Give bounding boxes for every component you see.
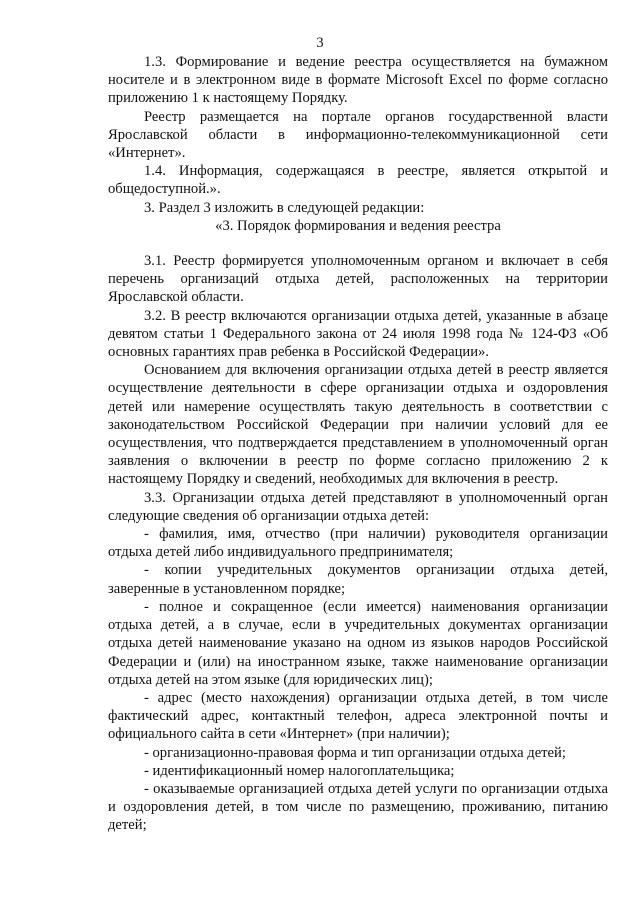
paragraph-3-2: 3.2. В реестр включаются организации отдыха детей, указанные в абзаце девятом статьи 1 Федерального закона от 24 июля 1998 года № 124-ФЗ «Об основных гарантиях прав ребенка в Российской Федерации». bbox=[108, 307, 608, 361]
paragraph-1-4: 1.4. Информация, содержащаяся в реестре, является открытой и общедоступной.». bbox=[108, 163, 608, 198]
list-item-founding-documents: - копии учредительных документов организации отдыха детей, заверенные в установленном порядке; bbox=[108, 562, 608, 597]
list-item-organization-name: - полное и сокращенное (если имеется) наименования организации отдыха детей, а в случае, если в учредительных документах организации отдыха детей наименование указано на одном из языков народов Российской Федерации и (или) на иностранном языке, также наименование организации отдыха детей на этом языке (для юридических лиц); bbox=[108, 598, 608, 688]
spacer bbox=[108, 235, 608, 252]
paragraph-3-3: 3.3. Организации отдыха детей представляют в уполномоченный орган следующие сведения об организации отдыха детей: bbox=[108, 489, 608, 524]
page-number: 3 bbox=[316, 35, 324, 51]
list-item-director-name: - фамилия, имя, отчество (при наличии) руководителя организации отдыха детей либо индивидуального предпринимателя; bbox=[108, 526, 608, 561]
paragraph-1-3: 1.3. Формирование и ведение реестра осуществляется на бумажном носителе и в электронном виде в формате Microsoft Excel по форме согласно приложению 1 к настоящему Порядку. bbox=[108, 54, 608, 107]
list-item-address: - адрес (место нахождения) организации отдыха детей, в том числе фактический адрес, контактный телефон, адреса электронной почты и официального сайта в сети «Интернет» (при наличии); bbox=[108, 689, 608, 743]
section-heading: «3. Порядок формирования и ведения реестра bbox=[215, 217, 501, 234]
list-item-legal-form: - организационно-правовая форма и тип организации отдыха детей; bbox=[144, 744, 566, 761]
paragraph-registry-portal: Реестр размещается на портале органов государственной власти Ярославской области в информационно-телекоммуникационной сети «Интернет». bbox=[108, 108, 608, 162]
list-item-tax-id: - идентификационный номер налогоплательщика; bbox=[144, 762, 455, 779]
paragraph-basis-for-inclusion: Основанием для включения организации отдыха детей в реестр является осуществление деятельности в сфере организации отдыха и оздоровления детей или намерение осуществлять такую деятельность в соответствии с законодательством Российской Федерации при наличии условий для ее осуществления, что подтверждается представлением в уполномоченный орган заявления о включении в реестр по форме согласно приложению 2 к настоящему Порядку и сведений, необходимых для включения в реестр. bbox=[108, 362, 608, 488]
list-item-services: - оказываемые организацией отдыха детей услуги по организации отдыха и оздоровления детей, в том числе по размещению, проживанию, питанию детей; bbox=[108, 780, 608, 834]
document-body bbox=[108, 53, 608, 835]
paragraph-section-3-intro: 3. Раздел 3 изложить в следующей редакции: bbox=[144, 199, 425, 216]
paragraph-3-1: 3.1. Реестр формируется уполномоченным органом и включает в себя перечень организаций отдыха детей, расположенных на территории Ярославской области. bbox=[108, 253, 608, 306]
